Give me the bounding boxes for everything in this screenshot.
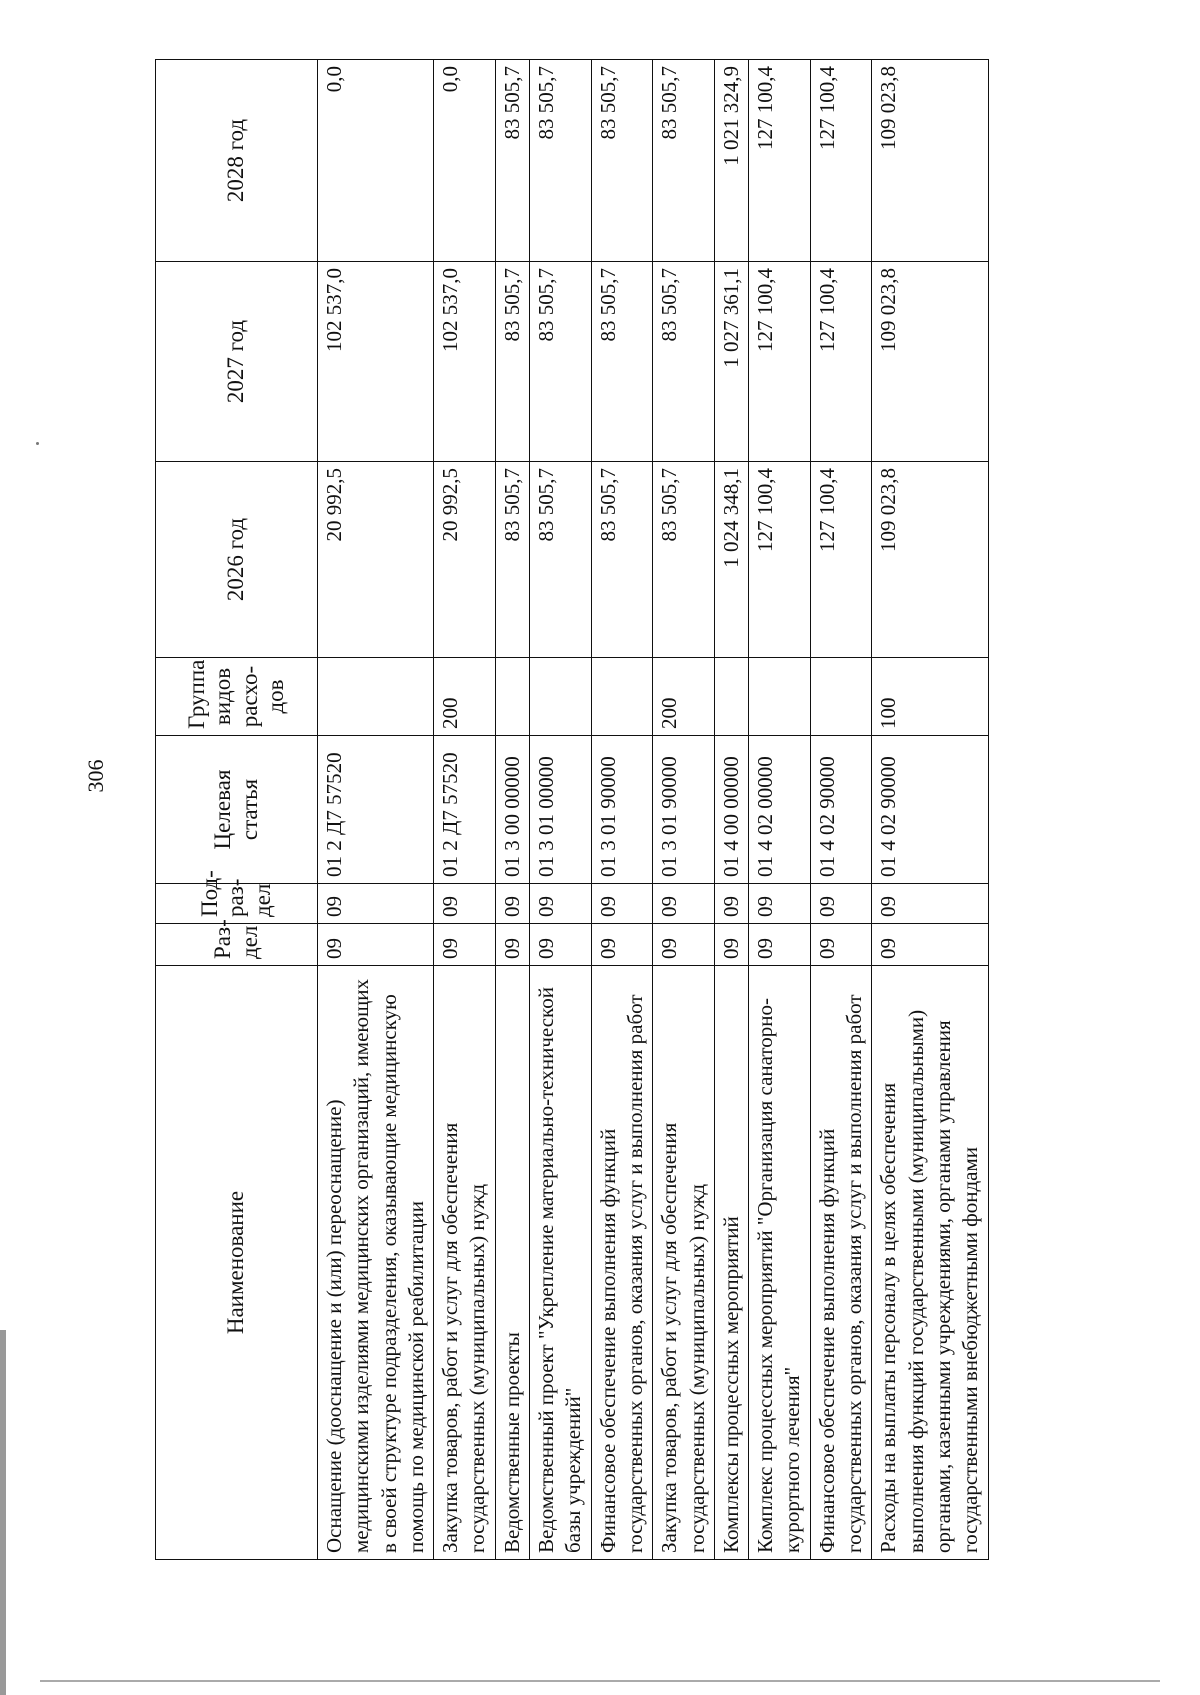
cell-y2027: 102 537,0 <box>318 262 434 462</box>
cell-article: 01 3 01 90000 <box>653 736 715 884</box>
cell-podrazdel: 09 <box>653 884 715 924</box>
cell-y2028: 83 505,7 <box>495 60 529 262</box>
table-row <box>318 60 434 1560</box>
cell-article: 01 3 01 00000 <box>530 736 592 884</box>
cell-group <box>810 658 872 736</box>
cell-razdel: 09 <box>810 924 872 966</box>
cell-group <box>714 658 748 736</box>
cell-podrazdel: 09 <box>714 884 748 924</box>
cell-group: 200 <box>434 658 496 736</box>
cell-article: 01 4 00 00000 <box>714 736 748 884</box>
cell-podrazdel: 09 <box>434 884 496 924</box>
cell-y2028: 83 505,7 <box>653 60 715 262</box>
cell-name: Комплексы процессных мероприятий <box>714 966 748 1560</box>
cell-y2026: 109 023,8 <box>872 462 988 658</box>
cell-name: Расходы на выплаты персоналу в целях обеспечения выполнения функций государственными (муниципальными) органами, казенными учреждениями, органами управления государственными внебюджетными фондами <box>872 966 988 1560</box>
cell-razdel: 09 <box>653 924 715 966</box>
cell-razdel: 09 <box>318 924 434 966</box>
cell-article: 01 2 Д7 57520 <box>318 736 434 884</box>
cell-razdel: 09 <box>591 924 653 966</box>
cell-y2026: 20 992,5 <box>434 462 496 658</box>
cell-y2027: 127 100,4 <box>810 262 872 462</box>
cell-razdel: 09 <box>749 924 811 966</box>
header-2027: 2027 год <box>156 262 318 462</box>
cell-razdel: 09 <box>530 924 592 966</box>
table-row <box>530 60 592 1560</box>
cell-y2026: 83 505,7 <box>591 462 653 658</box>
cell-podrazdel: 09 <box>495 884 529 924</box>
cell-group <box>591 658 653 736</box>
table-row <box>872 60 988 1560</box>
cell-article: 01 3 00 00000 <box>495 736 529 884</box>
header-2026: 2026 год <box>156 462 318 658</box>
cell-y2028: 1 021 324,9 <box>714 60 748 262</box>
rotated-table-container <box>155 60 1055 1560</box>
cell-y2028: 127 100,4 <box>749 60 811 262</box>
cell-y2028: 0,0 <box>434 60 496 262</box>
cell-razdel: 09 <box>872 924 988 966</box>
cell-y2026: 1 024 348,1 <box>714 462 748 658</box>
cell-name: Закупка товаров, работ и услуг для обеспечения государственных (муниципальных) нужд <box>434 966 496 1560</box>
cell-y2026: 20 992,5 <box>318 462 434 658</box>
cell-y2028: 109 023,8 <box>872 60 988 262</box>
header-2028: 2028 год <box>156 60 318 262</box>
cell-y2026: 127 100,4 <box>749 462 811 658</box>
cell-name: Финансовое обеспечение выполнения функций государственных органов, оказания услуг и выполнения работ <box>810 966 872 1560</box>
cell-name: Закупка товаров, работ и услуг для обеспечения государственных (муниципальных) нужд <box>653 966 715 1560</box>
cell-article: 01 4 02 90000 <box>810 736 872 884</box>
cell-group <box>318 658 434 736</box>
cell-name: Оснащение (дооснащение и (или) переоснащение) медицинскими изделиями медицинских организаций, имеющих в своей структуре подразделения, оказывающие медицинскую помощь по медицинской реабилитации <box>318 966 434 1560</box>
cell-y2028: 83 505,7 <box>591 60 653 262</box>
cell-podrazdel: 09 <box>318 884 434 924</box>
scan-speck <box>36 442 39 445</box>
cell-y2027: 1 027 361,1 <box>714 262 748 462</box>
scan-edge-bottom <box>40 1680 1160 1682</box>
cell-y2027: 83 505,7 <box>653 262 715 462</box>
header-razdel: Раз- дел <box>156 924 318 966</box>
cell-group: 200 <box>653 658 715 736</box>
cell-razdel: 09 <box>714 924 748 966</box>
cell-y2028: 83 505,7 <box>530 60 592 262</box>
cell-y2027: 83 505,7 <box>495 262 529 462</box>
cell-y2028: 0,0 <box>318 60 434 262</box>
cell-article: 01 4 02 00000 <box>749 736 811 884</box>
table-row <box>591 60 653 1560</box>
cell-name: Ведомственный проект "Укрепление материально-технической базы учреждений" <box>530 966 592 1560</box>
cell-article: 01 3 01 90000 <box>591 736 653 884</box>
cell-group <box>749 658 811 736</box>
table-body <box>318 60 989 1560</box>
scan-edge-left <box>0 1330 6 1695</box>
cell-y2026: 83 505,7 <box>495 462 529 658</box>
table-row <box>495 60 529 1560</box>
table-row <box>653 60 715 1560</box>
cell-group <box>530 658 592 736</box>
budget-table <box>155 59 989 1560</box>
table-row <box>434 60 496 1560</box>
cell-y2026: 83 505,7 <box>653 462 715 658</box>
cell-podrazdel: 09 <box>591 884 653 924</box>
table-row <box>810 60 872 1560</box>
cell-y2026: 83 505,7 <box>530 462 592 658</box>
cell-y2026: 127 100,4 <box>810 462 872 658</box>
header-target-article: Целевая статья <box>156 736 318 884</box>
header-name: Наименование <box>156 966 318 1560</box>
table-row <box>714 60 748 1560</box>
cell-y2027: 102 537,0 <box>434 262 496 462</box>
cell-article: 01 2 Д7 57520 <box>434 736 496 884</box>
cell-podrazdel: 09 <box>749 884 811 924</box>
cell-podrazdel: 09 <box>810 884 872 924</box>
cell-podrazdel: 09 <box>872 884 988 924</box>
header-expense-group: Группа видов расхо- дов <box>156 658 318 736</box>
cell-razdel: 09 <box>434 924 496 966</box>
cell-y2027: 83 505,7 <box>591 262 653 462</box>
cell-name: Комплекс процессных мероприятий "Организация санаторно-курортного лечения" <box>749 966 811 1560</box>
cell-y2027: 109 023,8 <box>872 262 988 462</box>
cell-article: 01 4 02 90000 <box>872 736 988 884</box>
cell-y2027: 83 505,7 <box>530 262 592 462</box>
cell-razdel: 09 <box>495 924 529 966</box>
cell-podrazdel: 09 <box>530 884 592 924</box>
cell-group <box>495 658 529 736</box>
page-number: 306 <box>83 759 108 793</box>
table-row <box>749 60 811 1560</box>
header-podrazdel: Под- раз- дел <box>156 884 318 924</box>
cell-y2027: 127 100,4 <box>749 262 811 462</box>
cell-group: 100 <box>872 658 988 736</box>
cell-y2028: 127 100,4 <box>810 60 872 262</box>
cell-name: Финансовое обеспечение выполнения функций государственных органов, оказания услуг и выполнения работ <box>591 966 653 1560</box>
table-header-row <box>156 60 318 1560</box>
cell-name: Ведомственные проекты <box>495 966 529 1560</box>
